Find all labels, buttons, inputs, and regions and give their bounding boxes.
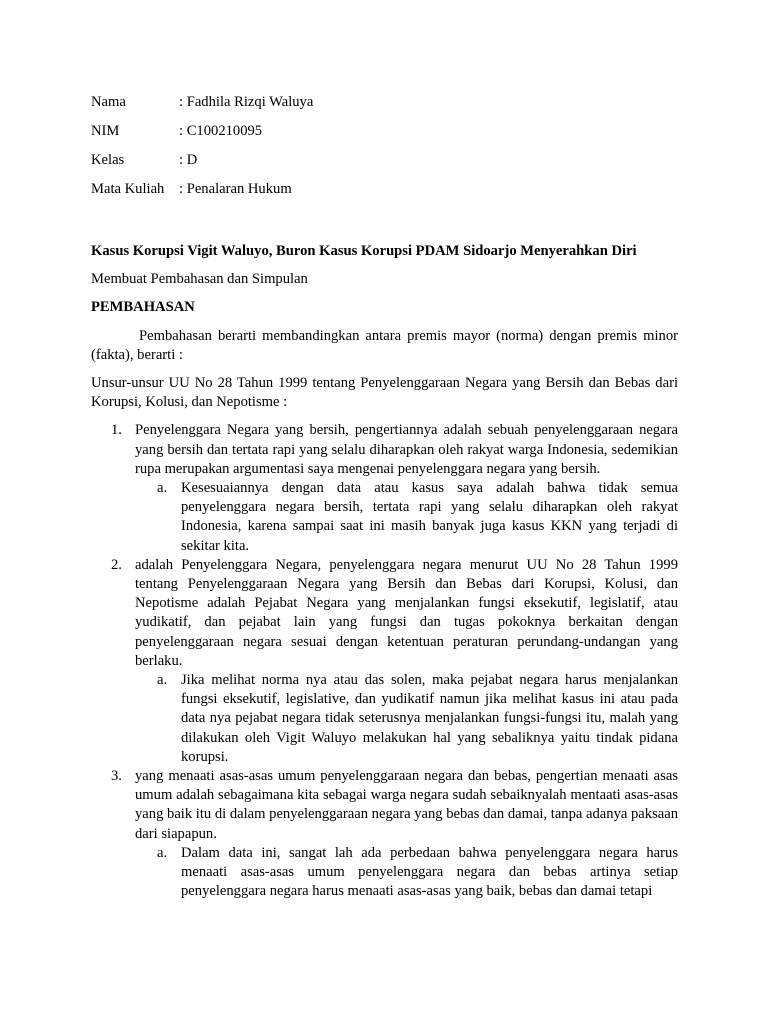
sub-item-letter: a. — [157, 672, 168, 689]
spacer — [91, 209, 678, 242]
list-item-number: 3. — [111, 768, 122, 785]
section-heading: PEMBAHASAN — [91, 299, 195, 316]
sub-item-letter: a. — [157, 844, 168, 861]
sub-list-item — [135, 671, 678, 767]
sub-item-text: Kesesuaiannya dengan data atau kasus saya adalah bahwa tidak semua penyelenggara negara bersih, tertata rapi yang selalu diharapkan oleh rakyat Indonesia, karena sampai saat ini masih banyak juga kasus KKN yang terjadi di sekitar kita. — [181, 480, 678, 554]
list-item-text: yang menaati asas-asas umum penyelenggaraan negara dan bebas, pengertian menaati asas umum adalah sebagaimana kita sebagai warga negara sudah sebaiknyalah mentaati asas-asas yang baik itu di dalam penyelenggaraan negara yang bebas dan damai, tanpa adanya paksaan dari siapapun. — [135, 768, 678, 842]
identity-row-name — [91, 93, 678, 122]
identity-row-nim — [91, 122, 678, 151]
identity-label: Kelas — [91, 152, 125, 168]
list-item-text: Penyelenggara Negara yang bersih, pengertiannya adalah sebuah penyelenggaraan negara yang bersih dan tertata rapi yang selalu diharapkan oleh rakyat warga Indonesia, sedemikian rupa merupakan argumentasi saya mengenai penyelenggara negara yang bersih. — [135, 422, 678, 477]
elements-list — [91, 421, 678, 901]
law-intro-paragraph: Unsur-unsur UU No 28 Tahun 1999 tentang Penyelenggaraan Negara yang Bersih dan Bebas dari Korupsi, Kolusi, dan Nepotisme : — [91, 375, 678, 411]
identity-row-class — [91, 151, 678, 180]
list-item-number: 1. — [111, 422, 122, 439]
sub-list-item — [135, 479, 678, 556]
sub-item-text: Dalam data ini, sangat lah ada perbedaan bahwa penyelenggara negara harus menaati asas-asas umum penyelenggara negara dan bebas artinya setiap penyelenggara negara harus menaati asas-asas yang baik, bebas dan damai tetapi — [181, 844, 678, 900]
identity-value: : Penalaran Hukum — [179, 181, 292, 197]
list-item-number: 2. — [111, 556, 122, 573]
identity-value: : D — [179, 152, 198, 168]
identity-value: : C100210095 — [179, 123, 263, 139]
sub-list — [135, 671, 678, 767]
list-item-text: adalah Penyelenggara Negara, penyelenggara negara menurut UU No 28 Tahun 1999 tentang Penyelenggaraan Negara yang Bersih dan Bebas dari Korupsi, Kolusi, dan Nepotisme adalah Pejabat Negara yang menjalankan fungsi eksekutif, legislatif, atau yudikatif, dan pejabat lain yang fungsi dan tugas pokoknya berkaitan dengan penyelenggaraan negara sesuai dengan ketentuan peraturan perundang-undangan yang berlaku. — [135, 556, 678, 669]
list-item — [91, 767, 678, 901]
identity-value: : Fadhila Rizqi Waluya — [179, 94, 314, 110]
identity-label: NIM — [91, 123, 120, 139]
sub-item-letter: a. — [157, 480, 168, 497]
document-subtitle: Membuat Pembahasan dan Simpulan — [91, 271, 308, 288]
identity-label: Mata Kuliah — [91, 181, 165, 197]
list-item — [91, 556, 678, 767]
list-item — [91, 421, 678, 555]
identity-label: Nama — [91, 94, 126, 110]
sub-list-item — [135, 844, 678, 902]
sub-list — [135, 844, 678, 902]
sub-item-text: Jika melihat norma nya atau das solen, maka pejabat negara harus menjalankan fungsi eksekutif, legislative, dan yudikatif namun jika melihat kasus ini atau pada data nya pejabat negara tidak seterusnya menjalankan fungsi-fungsi itu, malah yang dilakukan oleh Vigit Waluyo melakukan hal yang sebaliknya yaitu tindak pidana korupsi. — [181, 672, 678, 765]
intro-paragraph: Pembahasan berarti membandingkan antara premis mayor (norma) dengan premis minor (fakta), berarti : — [91, 327, 678, 363]
document-title: Kasus Korupsi Vigit Waluyo, Buron Kasus Korupsi PDAM Sidoarjo Menyerahkan Diri — [91, 243, 637, 259]
sub-list — [135, 479, 678, 556]
identity-row-course — [91, 180, 678, 209]
